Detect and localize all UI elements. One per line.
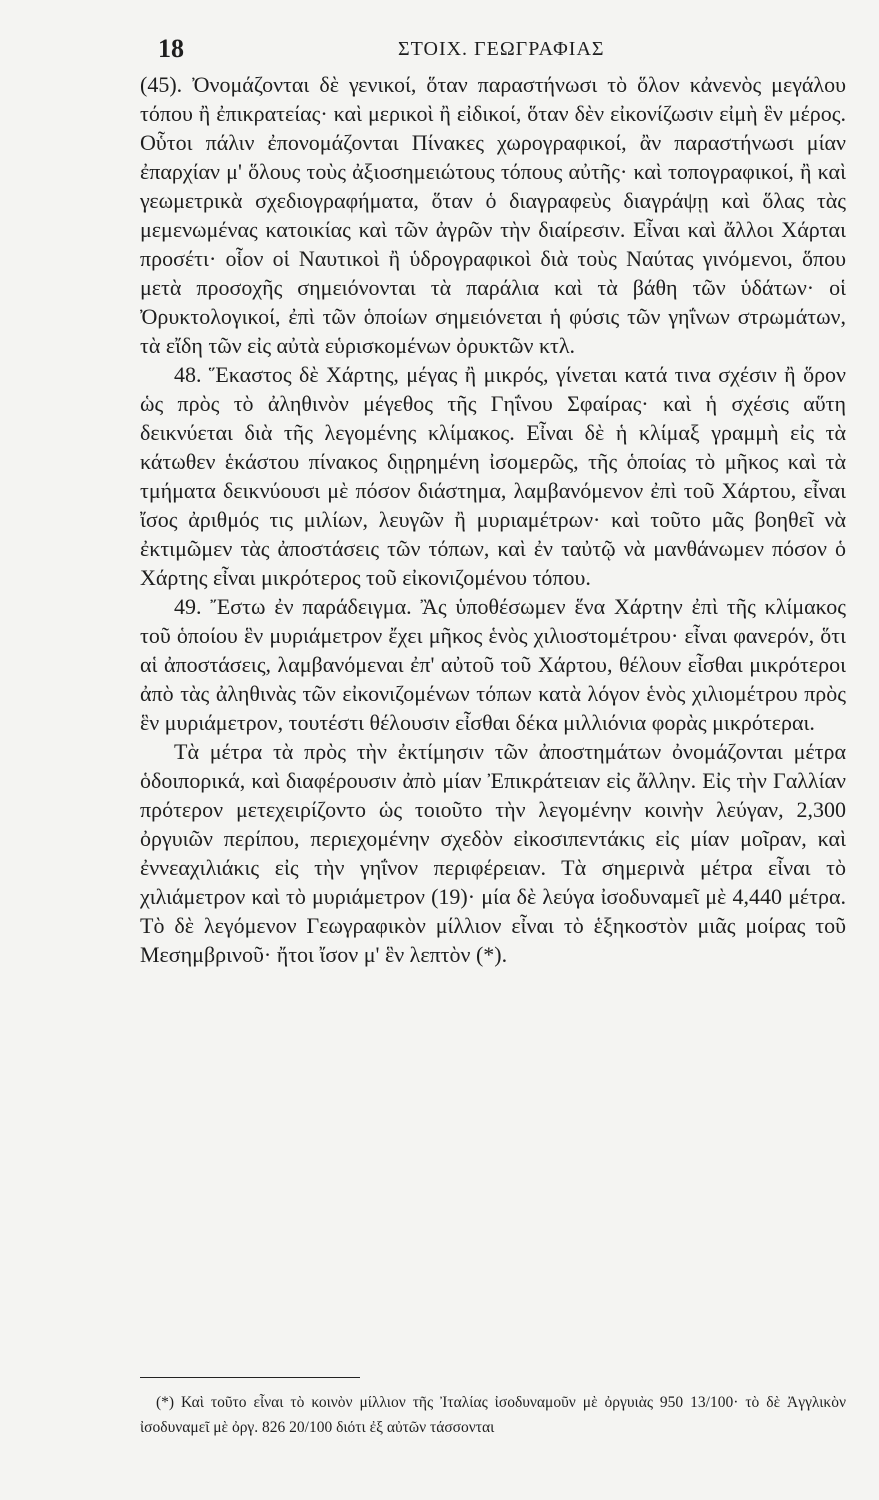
running-title: ΣΤΟΙΧ. ΓΕΩΓΡΑΦΙΑΣ: [398, 38, 605, 60]
paragraph-45: (45). Ὀνομάζονται δὲ γενικοί, ὅταν παραστήνωσι τὸ ὅλον κἀνενὸς μεγάλου τόπου ἢ ἐπικρατείας· καὶ μερικοὶ ἢ εἰδικοί, ὅταν δὲν εἰκονίζωσιν εἰμὴ ἓν μέρος. Οὗτοι πάλιν ἐπονομάζονται Πίνακες χωρογραφικοί, ἂν παραστήνωσι μίαν ἐπαρχίαν μ' ὅλους τοὺς ἀξιοσημειώτους τόπους αὐτῆς· καὶ τοπογραφικοί, ἢ καὶ γεωμετρικὰ σχεδιογραφήματα, ὅταν ὁ διαγραφεὺς διαγράψῃ καὶ ὅλας τὰς μεμενωμένας κατοικίας καὶ τῶν ἀγρῶν τὴν διαίρεσιν. Εἶναι καὶ ἄλλοι Χάρται προσέτι· οἷον οἱ Ναυτικοὶ ἢ ὑδρογραφικοὶ διὰ τοὺς Ναύτας γινόμενοι, ὅπου μετὰ προσοχῆς σημειόνονται τὰ παράλια καὶ τὰ βάθη τῶν ὑδάτων· οἱ Ὀρυκτολογικοί, ἐπὶ τῶν ὁποίων σημειόνεται ἡ φύσις τῶν γηΐνων στρωμάτων, τὰ εἴδη τῶν εἰς αὐτὰ εὑρισκομένων ὀρυκτῶν κτλ.: [140, 72, 846, 358]
paragraph-48: 48. Ἕκαστος δὲ Χάρτης, μέγας ἢ μικρός, γίνεται κατά τινα σχέσιν ἢ ὅρον ὡς πρὸς τὸ ἀληθινὸν μέγεθος τῆς Γηΐνου Σφαίρας· καὶ ἡ σχέσις αὕτη δεικνύεται διὰ τῆς λεγομένης κλίμακος. Εἶναι δὲ ἡ κλίμαξ γραμμὴ εἰς τὰ κάτωθεν ἑκάστου πίνακος διῃρημένη ἰσομερῶς, τῆς ὁποίας τὸ μῆκος καὶ τὰ τμήματα δεικνύουσι μὲ πόσον διάστημα, λαμβανόμενον ἐπὶ τοῦ Χάρτου, εἶναι ἴσος ἀριθμός τις μιλίων, λευγῶν ἢ μυριαμέτρων· καὶ τοῦτο μᾶς βοηθεῖ νὰ ἐκτιμῶμεν τὰς ἀποστάσεις τῶν τόπων, καὶ ἐν ταὐτῷ νὰ μανθάνωμεν πόσον ὁ Χάρτης εἶναι μικρότερος τοῦ εἰκονιζομένου τόπου.: [140, 362, 846, 590]
body-text: [140, 70, 846, 969]
paragraph-itinerary-measures: Τὰ μέτρα τὰ πρὸς τὴν ἐκτίμησιν τῶν ἀποστημάτων ὀνομάζονται μέτρα ὁδοιπορικά, καὶ διαφέρουσιν ἀπὸ μίαν Ἐπικράτειαν εἰς ἄλλην. Εἰς τὴν Γαλλίαν πρότερον μετεχειρίζοντο ὡς τοιοῦτο τὴν λεγομένην κοινὴν λεύγαν, 2,300 ὀργυιῶν περίπου, περιεχομένην σχεδὸν εἰκοσιπεντάκις εἰς μίαν μοῖραν, καὶ ἐννεαχιλιάκις εἰς τὴν γηΐνον περιφέρειαν. Τὰ σημερινὰ μέτρα εἶναι τὸ χιλιάμετρον καὶ τὸ μυριάμετρον (19)· μία δὲ λεύγα ἰσοδυναμεῖ μὲ 4,440 μέτρα. Τὸ δὲ λεγόμενον Γεωγραφικὸν μίλλιον εἶναι τὸ ἑξηκοστὸν μιᾶς μοίρας τοῦ Μεσημβρινοῦ· ἤτοι ἴσον μ' ἓν λεπτὸν (*).: [140, 739, 846, 967]
footnote-divider: [140, 1377, 360, 1378]
footnotes: [140, 1390, 846, 1440]
page-number: 18: [158, 34, 184, 63]
footnote: (*) Καὶ τοῦτο εἶναι τὸ κοινὸν μίλλιον τῆς Ἰταλίας ἰσοδυναμοῦν μὲ ὀργυιὰς 950 13/100· τὸ δὲ Ἀγγλικὸν ἰσοδυναμεῖ μὲ ὀργ. 826 20/100 διότι ἐξ αὐτῶν τάσσονται: [140, 1394, 846, 1436]
paragraph-49: 49. Ἔστω ἐν παράδειγμα. Ἂς ὑποθέσωμεν ἕνα Χάρτην ἐπὶ τῆς κλίμακος τοῦ ὁποίου ἓν μυριάμετρον ἔχει μῆκος ἑνὸς χιλιοστομέτρου· εἶναι φανερόν, ὅτι αἱ ἀποστάσεις, λαμβανόμεναι ἐπ' αὐτοῦ τοῦ Χάρτου, θέλουν εἶσθαι μικρότεροι ἀπὸ τὰς ἀληθινὰς τῶν εἰκονιζομένων τόπων κατὰ λόγον ἑνὸς χιλιομέτρου πρὸς ἓν μυριάμετρον, τουτέστι θέλουσιν εἶσθαι δέκα μιλλιόνια φορὰς μικρότεραι.: [140, 594, 846, 735]
page-header: [0, 28, 879, 68]
